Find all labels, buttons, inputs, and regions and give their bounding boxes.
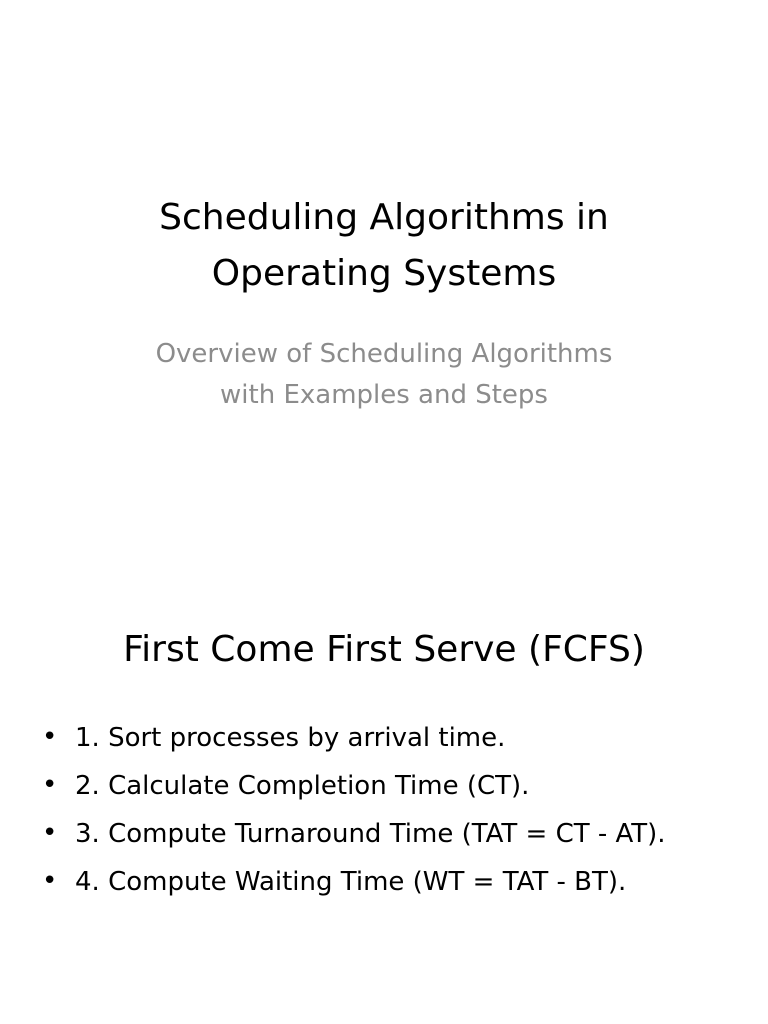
step-item-2: [40, 762, 666, 810]
step-text: 3. Compute Turnaround Time (TAT = CT - AT).: [75, 819, 666, 849]
bullet-icon: •: [42, 818, 58, 848]
step-text: 4. Compute Waiting Time (WT = TAT - BT).: [75, 867, 627, 897]
bullet-icon: •: [42, 866, 58, 896]
title-line-2: Operating Systems: [211, 253, 557, 294]
step-item-3: [40, 810, 666, 858]
step-item-1: [40, 714, 666, 762]
bullet-icon: •: [42, 770, 58, 800]
subtitle-line-1: Overview of Scheduling Algorithms: [155, 339, 613, 369]
slide-subtitle: [60, 334, 708, 416]
fcfs-slide: [0, 512, 768, 1024]
title-line-1: Scheduling Algorithms in: [159, 197, 609, 238]
step-text: 1. Sort processes by arrival time.: [75, 723, 506, 753]
steps-list: [40, 714, 666, 906]
step-text: 2. Calculate Completion Time (CT).: [75, 771, 530, 801]
fcfs-title: First Come First Serve (FCFS): [123, 629, 645, 670]
bullet-icon: •: [42, 722, 58, 752]
slide-title: [60, 190, 708, 302]
subtitle-line-2: with Examples and Steps: [220, 380, 548, 410]
step-item-4: [40, 858, 666, 906]
